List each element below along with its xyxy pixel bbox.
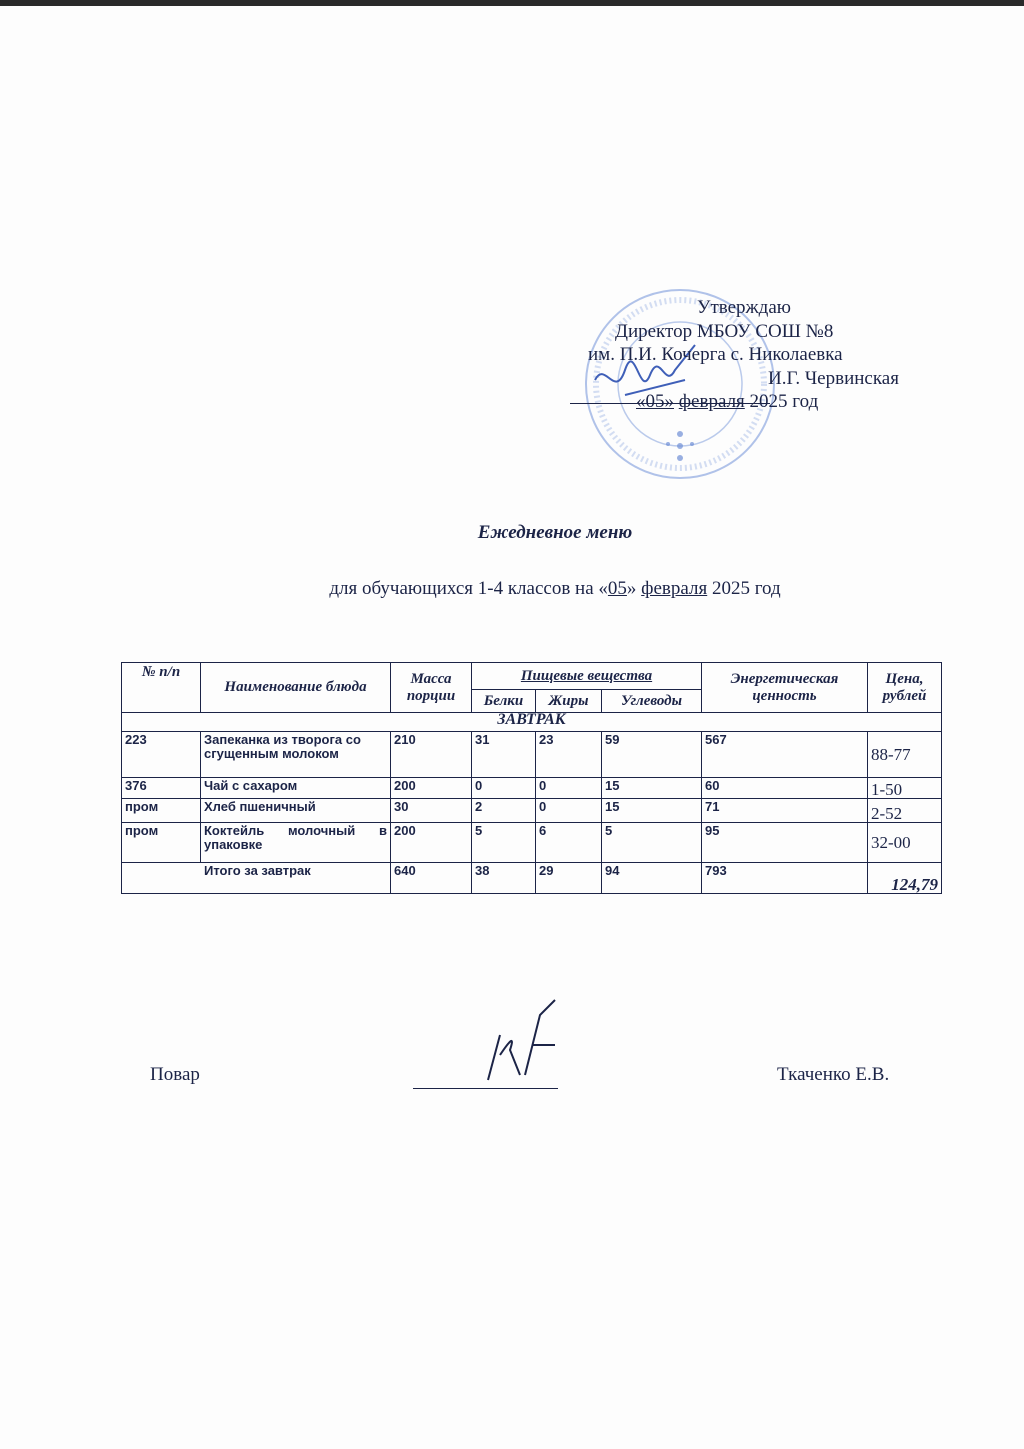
header-name: Наименование блюда <box>201 663 391 713</box>
cell-fat: 29 <box>536 863 602 894</box>
cell-energy: 95 <box>702 823 868 863</box>
cell-fat: 23 <box>536 732 602 778</box>
header-mass: Масса порции <box>391 663 472 713</box>
header-energy: Энергетическая ценность <box>702 663 868 713</box>
cell-num: пром <box>122 799 201 823</box>
cell-mass: 210 <box>391 732 472 778</box>
cell-protein: 2 <box>472 799 536 823</box>
cell-energy: 60 <box>702 778 868 799</box>
cell-num: пром <box>122 823 201 863</box>
cell-carbs: 5 <box>602 823 702 863</box>
approval-block <box>560 296 960 414</box>
approval-position: Директор МБОУ СОШ №8 <box>615 320 834 342</box>
header-carbs: Углеводы <box>602 690 702 713</box>
approval-date <box>560 390 960 414</box>
table-row <box>122 799 942 823</box>
cell-protein: 0 <box>472 778 536 799</box>
cell-prefix: для обучающихся 1-4 классов на « <box>329 578 608 599</box>
cell-day: 05 <box>607 578 627 599</box>
cell-mass: 30 <box>391 799 472 823</box>
cell-date_day: «05» <box>636 391 674 412</box>
cell-mass: 640 <box>391 863 472 894</box>
cell-mass: 200 <box>391 778 472 799</box>
cell-name: Запеканка из творога со сгущенным молоком <box>201 732 391 778</box>
cell-num: 376 <box>122 778 201 799</box>
header-num: № п/п <box>122 663 201 713</box>
cell-suffix: 2025 год <box>707 578 781 599</box>
cell-label: Итого за завтрак <box>122 863 391 894</box>
menu-table <box>121 662 942 894</box>
scan-edge <box>0 0 1024 6</box>
table-row <box>122 778 942 799</box>
signature-line <box>570 403 770 404</box>
cell-price: 1-50 <box>868 778 942 799</box>
cell-month: февраля <box>641 578 708 599</box>
cell-price: 2-52 <box>868 799 942 823</box>
cell-carbs: 15 <box>602 778 702 799</box>
cell-num: 223 <box>122 732 201 778</box>
cell-date_year: 2025 год <box>749 391 819 412</box>
section-breakfast: ЗАВТРАК <box>122 713 942 732</box>
cell-name: Коктейль молочный в упаковке <box>201 823 391 863</box>
cell-fat: 0 <box>536 778 602 799</box>
total-row <box>122 863 942 894</box>
table-row <box>122 823 942 863</box>
header-protein: Белки <box>472 690 536 713</box>
cell-energy: 71 <box>702 799 868 823</box>
cell-mid: » <box>626 578 642 599</box>
cell-name: Хлеб пшеничный <box>201 799 391 823</box>
cell-protein: 5 <box>472 823 536 863</box>
cell-energy: 567 <box>702 732 868 778</box>
document-subtitle <box>0 578 1024 600</box>
header-fat: Жиры <box>536 690 602 713</box>
document-title: Ежедневное меню <box>477 522 633 543</box>
director-name: И.Г. Червинская <box>768 367 899 389</box>
cell-carbs: 59 <box>602 732 702 778</box>
cell-energy: 793 <box>702 863 868 894</box>
cell-price: 32-00 <box>868 823 942 863</box>
cell-carbs: 15 <box>602 799 702 823</box>
cook-role: Повар <box>150 1064 200 1085</box>
cell-date_month: февраля <box>678 391 745 412</box>
table-row <box>122 732 942 778</box>
cell-mass: 200 <box>391 823 472 863</box>
approval-school: им. П.И. Кочерга с. Николаевка <box>588 344 843 365</box>
cook-name: Ткаченко Е.В. <box>777 1064 890 1085</box>
cook-signature <box>470 995 560 1090</box>
cell-price: 88-77 <box>868 732 942 778</box>
cell-carbs: 94 <box>602 863 702 894</box>
header-price: Цена, рублей <box>868 663 942 713</box>
cell-protein: 31 <box>472 732 536 778</box>
cell-fat: 0 <box>536 799 602 823</box>
cell-price: 124,79 <box>868 863 942 894</box>
cell-fat: 6 <box>536 823 602 863</box>
header-nutrients: Пищевые вещества <box>472 663 702 690</box>
cell-protein: 38 <box>472 863 536 894</box>
cell-name: Чай с сахаром <box>201 778 391 799</box>
cook-signature-line <box>413 1088 558 1089</box>
approval-heading: Утверждаю <box>697 297 791 318</box>
